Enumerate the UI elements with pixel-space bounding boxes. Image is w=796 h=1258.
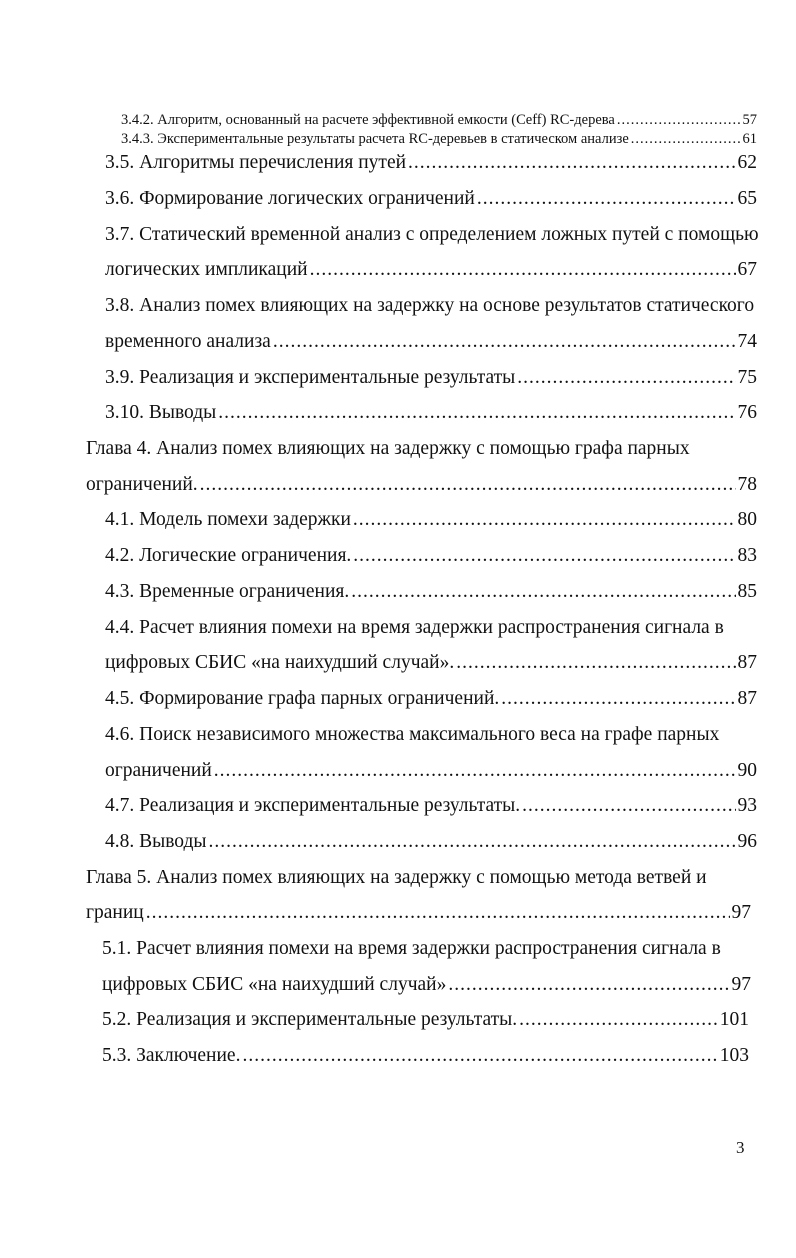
toc-entry-title: 4.5. Формирование графа парных ограничений. (105, 688, 500, 709)
toc-entry-page: 78 (737, 474, 757, 495)
toc-entry-title: 3.9. Реализация и экспериментальные результаты (105, 367, 516, 388)
toc-entry-page: 57 (742, 112, 757, 128)
toc-chapter-entry (86, 474, 757, 496)
toc-entry (105, 581, 757, 603)
toc-entry (105, 152, 757, 174)
toc-entry-continued (105, 224, 757, 246)
toc-entry-page: 83 (737, 545, 757, 566)
toc-entry-title: временного анализа (105, 331, 271, 352)
toc-entry-title: ограничений (105, 760, 212, 781)
toc-entry (105, 795, 757, 817)
dot-leader (477, 188, 736, 210)
dot-leader (501, 688, 735, 710)
toc-entry-title: цифровых СБИС «на наихудший случай» (102, 974, 447, 995)
dot-leader (448, 974, 729, 996)
toc-chapter-heading (86, 867, 757, 889)
toc-entry-title: логических импликаций (105, 259, 308, 280)
dot-leader (351, 581, 735, 603)
toc-entry-title: границ (86, 902, 144, 923)
toc-entry-title: 4.6. Поиск независимого множества максимального веса на графе парных (105, 724, 720, 745)
toc-entry (102, 974, 751, 996)
dot-leader (200, 474, 736, 496)
toc-entry (105, 545, 757, 567)
toc-entry-page: 97 (731, 974, 751, 995)
toc-entry-page: 67 (737, 259, 757, 280)
dot-leader (209, 831, 736, 853)
toc-entry-page: 103 (719, 1045, 749, 1066)
toc-entry-continued (105, 724, 757, 746)
toc-entry-title: 4.4. Расчет влияния помехи на время задержки распространения сигнала в (105, 617, 724, 638)
toc-entry-title: 5.2. Реализация и экспериментальные результаты. (102, 1009, 518, 1030)
toc-entry-title: 3.10. Выводы (105, 402, 217, 423)
dot-leader (353, 509, 736, 531)
toc-entry-title: 3.6. Формирование логических ограничений (105, 188, 475, 209)
toc-entry-page: 101 (719, 1009, 749, 1030)
toc-entry-title: Глава 5. Анализ помех влияющих на задержку с помощью метода ветвей и (86, 867, 707, 888)
toc-entry (121, 131, 757, 148)
toc-entry-title: 3.4.2. Алгоритм, основанный на расчете эффективной емкости (Ceff) RC-дерева (121, 112, 615, 128)
toc-entry (105, 259, 757, 281)
toc-entry-page: 97 (731, 902, 751, 923)
toc-entry-page: 61 (742, 131, 757, 147)
toc-entry-continued (102, 938, 754, 960)
dot-leader (218, 402, 735, 424)
toc-entry (105, 402, 757, 424)
toc-entry-title: Глава 4. Анализ помех влияющих на задержку с помощью графа парных (86, 438, 690, 459)
toc-entry-page: 75 (737, 367, 757, 388)
toc-entry-title: 4.3. Временные ограничения. (105, 581, 350, 602)
toc-entry (105, 688, 757, 710)
dot-leader (617, 112, 741, 129)
toc-entry-title: 3.7. Статический временной анализ с определением ложных путей с помощью (105, 224, 759, 245)
dot-leader (242, 1045, 717, 1067)
dot-leader (146, 902, 730, 924)
toc-entry (102, 1009, 749, 1031)
toc-entry-title: 3.4.3. Экспериментальные результаты расчета RC-деревьев в статическом анализе (121, 131, 629, 147)
dot-leader (214, 760, 736, 782)
dot-leader (353, 545, 735, 567)
toc-entry-title: 4.8. Выводы (105, 831, 207, 852)
dot-leader (519, 1009, 718, 1031)
toc-entry-continued (105, 617, 757, 639)
toc-entry-page: 96 (737, 831, 757, 852)
dot-leader (522, 795, 735, 817)
toc-entry-title: 4.7. Реализация и экспериментальные результаты. (105, 795, 521, 816)
toc-entry-title: ограничений. (86, 474, 198, 495)
toc-entry-page: 76 (737, 402, 757, 423)
toc-entry-title: 4.2. Логические ограничения. (105, 545, 352, 566)
toc-entry-page: 87 (737, 688, 757, 709)
toc-entry (105, 831, 757, 853)
dot-leader (408, 152, 735, 174)
dot-leader (631, 131, 741, 148)
toc-chapter-entry (86, 902, 751, 924)
toc-entry (105, 188, 757, 210)
toc-entry-title: 4.1. Модель помехи задержки (105, 509, 351, 530)
toc-entry (102, 1045, 749, 1067)
toc-entry-continued (105, 295, 757, 317)
toc-entry-title: 5.3. Заключение. (102, 1045, 241, 1066)
toc-entry-title: 3.5. Алгоритмы перечисления путей (105, 152, 407, 173)
toc-entry-page: 90 (737, 760, 757, 781)
dot-leader (517, 367, 735, 389)
page-number: 3 (736, 1138, 745, 1157)
toc-entry-page: 85 (737, 581, 757, 602)
toc-entry (105, 652, 757, 674)
toc-entry (105, 367, 757, 389)
toc-entry-page: 80 (737, 509, 757, 530)
toc-entry-title: 5.1. Расчет влияния помехи на время задержки распространения сигнала в (102, 938, 721, 959)
toc-entry-page: 65 (737, 188, 757, 209)
toc-entry (121, 112, 757, 129)
toc-entry-page: 87 (737, 652, 757, 673)
toc-entry-page: 74 (737, 331, 757, 352)
toc-entry-title: 3.8. Анализ помех влияющих на задержку на основе результатов статического (105, 295, 755, 316)
toc-entry (105, 331, 757, 353)
toc-entry-title: цифровых СБИС «на наихудший случай». (105, 652, 455, 673)
toc-entry-page: 62 (737, 152, 757, 173)
toc-entry-page: 93 (737, 795, 757, 816)
dot-leader (273, 331, 736, 353)
toc-entry (105, 760, 757, 782)
dot-leader (456, 652, 735, 674)
toc-entry (105, 509, 757, 531)
dot-leader (310, 259, 736, 281)
toc-chapter-heading (86, 438, 757, 460)
